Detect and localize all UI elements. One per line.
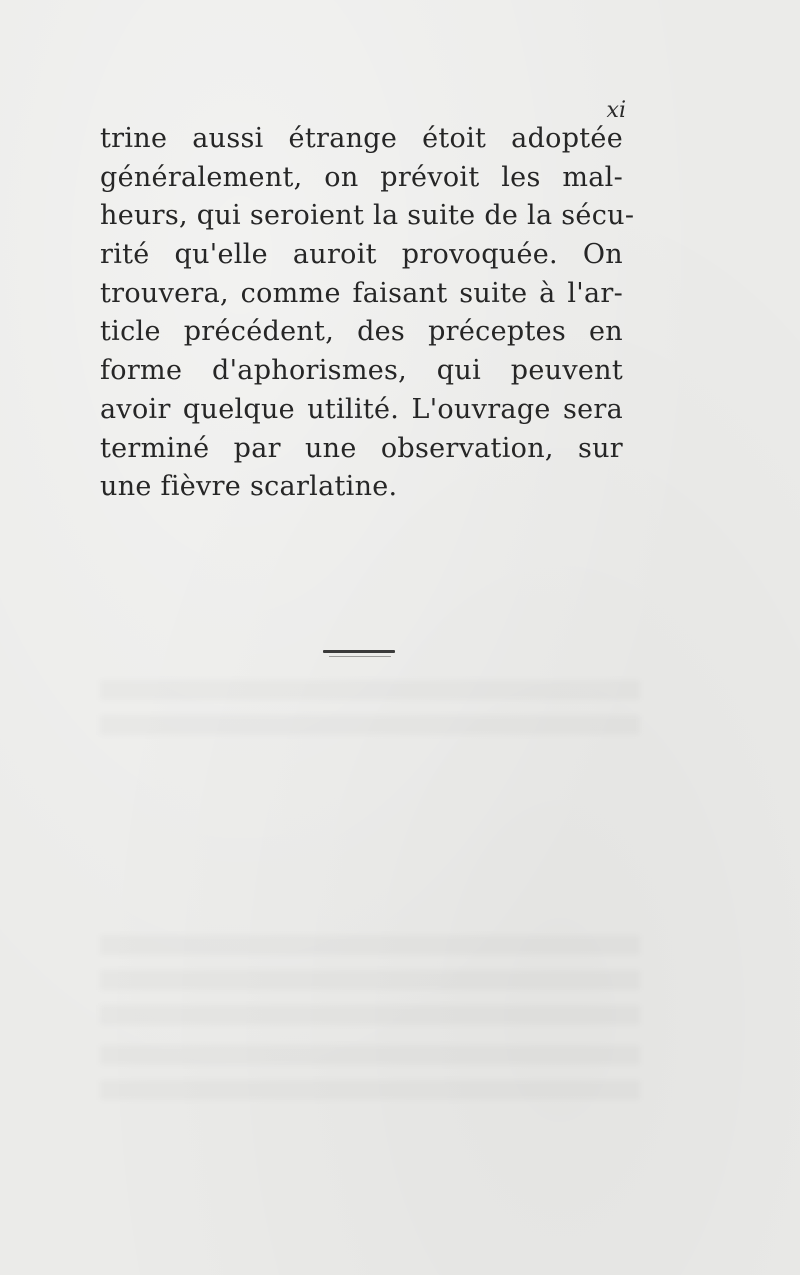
page-number: xi	[606, 98, 626, 123]
text-line: généralement, on prévoit les mal-	[100, 161, 623, 193]
body-text	[100, 120, 660, 507]
bleed-through	[100, 935, 640, 955]
bleed-through	[100, 1080, 640, 1100]
text-line: avoir quelque utilité. L'ouvrage sera	[100, 393, 623, 425]
text-line: une fièvre scarlatine.	[100, 471, 398, 503]
ornamental-rule	[323, 650, 395, 653]
text-line: rité qu'elle auroit provoquée. On	[100, 239, 623, 271]
text-line: heurs, qui seroient la suite de la sécu-	[100, 200, 635, 232]
bleed-through	[100, 680, 640, 700]
text-line: ticle précédent, des préceptes en	[100, 316, 623, 348]
text-line: terminé par une observation, sur	[100, 432, 623, 464]
text-line: trine aussi étrange étoit adoptée	[100, 123, 623, 154]
bleed-through	[100, 1005, 640, 1025]
text-line: trouvera, comme faisant suite à l'ar-	[100, 277, 623, 309]
bleed-through	[100, 1045, 640, 1065]
bleed-through	[100, 970, 640, 990]
text-line: forme d'aphorismes, qui peuvent	[100, 355, 623, 387]
bleed-through	[100, 715, 640, 735]
